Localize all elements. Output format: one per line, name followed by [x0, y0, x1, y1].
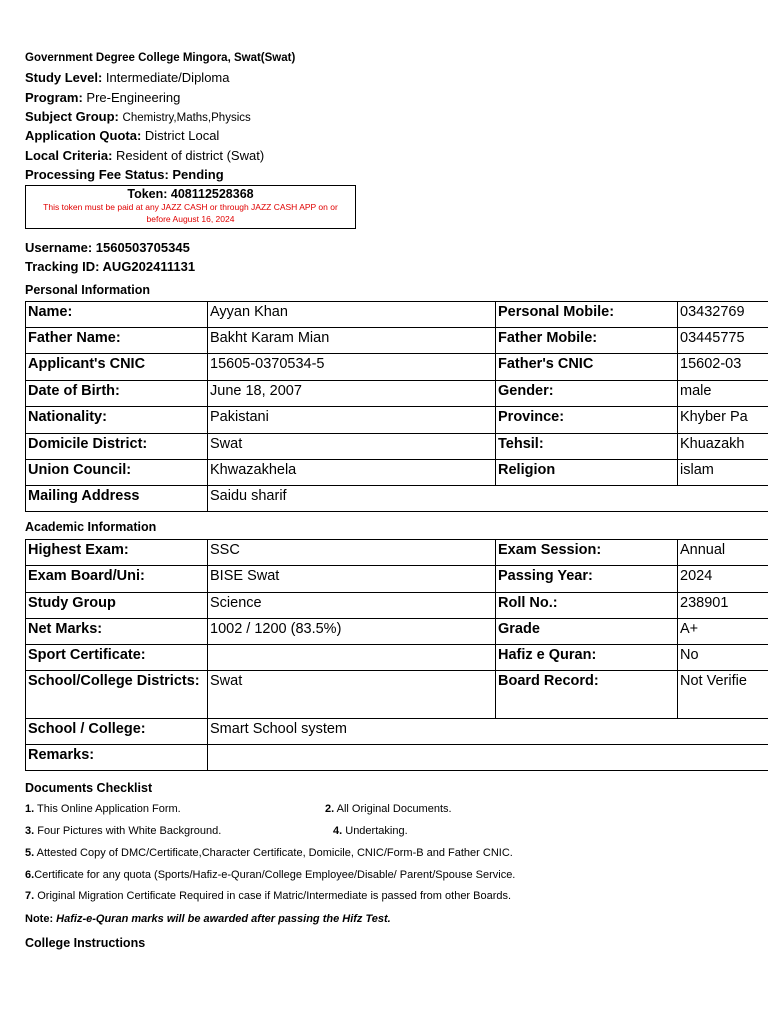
tracking-id: Tracking ID: AUG202411131 — [25, 259, 196, 274]
local-criteria-value: Resident of district (Swat) — [116, 148, 265, 163]
father-name-value: Bakht Karam Mian — [208, 328, 496, 354]
table-row — [26, 566, 768, 593]
doc-item-number: 2. — [325, 803, 335, 815]
quota-line — [25, 128, 219, 143]
date-of-birth-label: Date of Birth: — [26, 381, 208, 407]
study-level-label: Study Level: — [25, 70, 103, 85]
exam-board-uni-label: Exam Board/Uni: — [26, 566, 208, 593]
passing-year-label: Passing Year: — [496, 566, 678, 593]
subject-group-label: Subject Group: — [25, 109, 119, 124]
school-college-districts-label: School/College Districts: — [26, 671, 208, 719]
doc-item-6 — [25, 869, 515, 881]
highest-exam-value: SSC — [208, 540, 496, 566]
table-row — [26, 381, 768, 407]
subject-group-value: Chemistry,Maths,Physics — [122, 112, 251, 124]
table-row — [26, 434, 768, 460]
college-instructions-title: College Instructions — [25, 936, 146, 950]
doc-item-5 — [25, 847, 513, 859]
personal-mobile-value: 03432769 — [678, 302, 768, 328]
program-label: Program: — [25, 90, 83, 105]
table-row — [26, 407, 768, 434]
union-council-label: Union Council: — [26, 460, 208, 486]
remarks-label: Remarks: — [26, 745, 208, 771]
roll-no-value: 238901 — [678, 593, 768, 619]
religion-value: islam — [678, 460, 768, 486]
doc-item-7 — [25, 890, 511, 902]
doc-item-1 — [25, 803, 181, 815]
table-row — [26, 619, 768, 645]
date-of-birth-value: June 18, 2007 — [208, 381, 496, 407]
doc-item-number: 4. — [333, 825, 343, 837]
personal-info-title: Personal Information — [25, 283, 151, 297]
fee-status: Processing Fee Status: Pending — [25, 167, 224, 182]
mailing-address-label: Mailing Address — [26, 486, 208, 512]
subject-group-line — [25, 109, 251, 124]
province-label: Province: — [496, 407, 678, 434]
doc-item-text: This Online Application Form. — [37, 803, 181, 815]
doc-item-4 — [333, 825, 408, 837]
doc-item-text: Undertaking. — [345, 825, 408, 837]
token-number: Token: 408112528368 — [127, 187, 254, 201]
table-row — [26, 719, 768, 745]
board-record-value: Not Verifie — [678, 671, 768, 719]
quota-label: Application Quota: — [25, 128, 142, 143]
father-mobile-value: 03445775 — [678, 328, 768, 354]
grade-label: Grade — [496, 619, 678, 645]
sport-certificate-label: Sport Certificate: — [26, 645, 208, 671]
nationality-label: Nationality: — [26, 407, 208, 434]
quota-value: District Local — [144, 128, 220, 143]
study-group-label: Study Group — [26, 593, 208, 619]
father-s-cnic-label: Father's CNIC — [496, 354, 678, 381]
username: Username: 1560503705345 — [25, 240, 190, 255]
religion-label: Religion — [496, 460, 678, 486]
hifz-note — [25, 913, 391, 925]
note-text: Hafiz-e-Quran marks will be awarded after passing the Hifz Test. — [56, 913, 391, 925]
gender-value: male — [678, 381, 768, 407]
union-council-value: Khwazakhela — [208, 460, 496, 486]
table-row — [26, 645, 768, 671]
hafiz-e-quran-value: No — [678, 645, 768, 671]
name-value: Ayyan Khan — [208, 302, 496, 328]
remarks-value — [208, 745, 768, 771]
doc-item-text: Attested Copy of DMC/Certificate,Character Certificate, Domicile, CNIC/Form-B and Father CNIC. — [36, 847, 513, 859]
table-row — [26, 460, 768, 486]
school-college-districts-value: Swat — [208, 671, 496, 719]
net-marks-value: 1002 / 1200 (83.5%) — [208, 619, 496, 645]
tehsil-value: Khuazakh — [678, 434, 768, 460]
exam-session-label: Exam Session: — [496, 540, 678, 566]
roll-no-label: Roll No.: — [496, 593, 678, 619]
token-payment-note: This token must be paid at any JAZZ CASH or through JAZZ CASH APP on or before August 16, 2024 — [43, 202, 338, 224]
table-row — [26, 540, 768, 566]
academic-info-title: Academic Information — [25, 520, 157, 534]
personal-info-table — [25, 301, 768, 512]
personal-mobile-label: Personal Mobile: — [496, 302, 678, 328]
academic-info-table — [25, 539, 768, 771]
school-college-value: Smart School system — [208, 719, 768, 745]
college-name: Government Degree College Mingora, Swat(Swat) — [25, 52, 296, 64]
applicant-s-cnic-value: 15605-0370534-5 — [208, 354, 496, 381]
study-group-value: Science — [208, 593, 496, 619]
hafiz-e-quran-label: Hafiz e Quran: — [496, 645, 678, 671]
tehsil-label: Tehsil: — [496, 434, 678, 460]
highest-exam-label: Highest Exam: — [26, 540, 208, 566]
father-name-label: Father Name: — [26, 328, 208, 354]
passing-year-value: 2024 — [678, 566, 768, 593]
domicile-district-value: Swat — [208, 434, 496, 460]
mailing-address-value: Saidu sharif — [208, 486, 768, 512]
program-line — [25, 90, 180, 105]
study-level-line — [25, 70, 229, 85]
table-row — [26, 486, 768, 512]
table-row — [26, 328, 768, 354]
doc-item-number: 7. — [25, 890, 35, 902]
father-s-cnic-value: 15602-03 — [678, 354, 768, 381]
net-marks-label: Net Marks: — [26, 619, 208, 645]
table-row — [26, 354, 768, 381]
doc-item-number: 5. — [25, 847, 35, 859]
note-label: Note: — [25, 913, 54, 925]
nationality-value: Pakistani — [208, 407, 496, 434]
gender-label: Gender: — [496, 381, 678, 407]
sport-certificate-value — [208, 645, 496, 671]
doc-item-number: 6. — [25, 869, 35, 881]
table-row — [26, 671, 768, 719]
province-value: Khyber Pa — [678, 407, 768, 434]
documents-checklist-title: Documents Checklist — [25, 781, 153, 795]
table-row — [26, 745, 768, 771]
study-level-value: Intermediate/Diploma — [105, 70, 230, 85]
name-label: Name: — [26, 302, 208, 328]
applicant-s-cnic-label: Applicant's CNIC — [26, 354, 208, 381]
grade-value: A+ — [678, 619, 768, 645]
doc-item-3 — [25, 825, 221, 837]
doc-item-2 — [325, 803, 452, 815]
exam-board-uni-value: BISE Swat — [208, 566, 496, 593]
doc-item-number: 1. — [25, 803, 35, 815]
exam-session-value: Annual — [678, 540, 768, 566]
domicile-district-label: Domicile District: — [26, 434, 208, 460]
table-row — [26, 593, 768, 619]
doc-item-text: All Original Documents. — [336, 803, 452, 815]
doc-item-text: Original Migration Certificate Required in case if Matric/Intermediate is passed from other Boards. — [37, 890, 512, 902]
doc-item-number: 3. — [25, 825, 35, 837]
local-criteria-label: Local Criteria: — [25, 148, 113, 163]
table-row — [26, 302, 768, 328]
father-mobile-label: Father Mobile: — [496, 328, 678, 354]
local-criteria-line — [25, 148, 264, 163]
doc-item-text: Four Pictures with White Background. — [37, 825, 222, 837]
doc-item-text: Certificate for any quota (Sports/Hafiz-e-Quran/College Employee/Disable/ Parent/Spouse Service. — [34, 869, 516, 881]
board-record-label: Board Record: — [496, 671, 678, 719]
school-college-label: School / College: — [26, 719, 208, 745]
program-value: Pre-Engineering — [86, 90, 181, 105]
token-box — [25, 185, 356, 229]
